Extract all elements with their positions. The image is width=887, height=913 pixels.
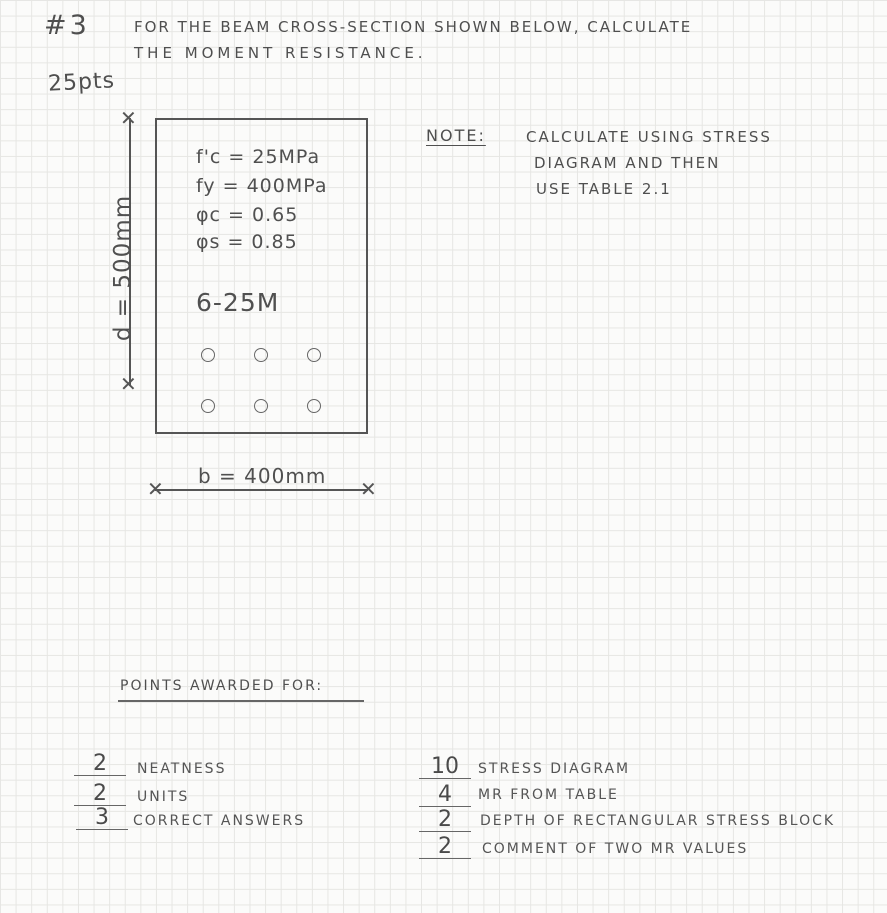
note-label: NOTE: [426,126,486,145]
problem-number: #3 [44,10,90,41]
steel-resistance-factor: φs = 0.85 [196,231,298,253]
rebar-circle [201,399,215,413]
criterion-units: UNITS [137,789,190,805]
score-units: 2 [74,782,126,806]
rebar-circle [307,399,321,413]
problem-statement-line2: THE MOMENT RESISTANCE. [134,44,427,62]
dimension-tick: ✕ [120,106,137,130]
score-comment-mr: 2 [419,835,471,859]
score-stress-diagram: 10 [419,755,471,779]
criterion-stress-diagram: STRESS DIAGRAM [478,761,631,777]
criterion-comment-mr: COMMENT OF TWO MR VALUES [482,841,749,857]
note-line2: DIAGRAM AND THEN [534,154,721,172]
note-line3: USE TABLE 2.1 [536,180,672,198]
width-label: b = 400mm [198,464,327,488]
heading-underline [118,700,364,702]
steel-yield-strength: fy = 400MPa [196,175,328,197]
note-line1: CALCULATE USING STRESS [526,128,772,146]
points-heading: POINTS AWARDED FOR: [120,678,324,694]
score-neatness: 2 [74,752,126,776]
concrete-resistance-factor: φc = 0.65 [196,204,299,226]
score-stress-block-depth: 2 [419,808,471,832]
depth-label: d = 500mm [110,194,137,342]
width-dimension-line [155,489,368,491]
criterion-stress-block-depth: DEPTH OF RECTANGULAR STRESS BLOCK [480,813,836,829]
score-correct-answers: 3 [76,806,128,830]
criterion-mr-from-table: MR FROM TABLE [478,787,619,803]
concrete-strength: f'c = 25MPa [196,146,321,168]
rebar-circle [254,348,268,362]
dimension-tick: ✕ [360,477,377,501]
rebar-circle [254,399,268,413]
dimension-tick: ✕ [147,477,164,501]
problem-statement-line1: FOR THE BEAM CROSS-SECTION SHOWN BELOW, CALCULATE [134,18,693,36]
criterion-neatness: NEATNESS [137,761,227,777]
rebar-circle [307,348,321,362]
criterion-correct-answers: CORRECT ANSWERS [133,813,306,829]
rebar-designation: 6-25M [196,288,280,317]
rebar-circle [201,348,215,362]
points-total: 25pts [47,68,116,97]
dimension-tick: ✕ [120,372,137,396]
score-mr-from-table: 4 [419,783,471,807]
